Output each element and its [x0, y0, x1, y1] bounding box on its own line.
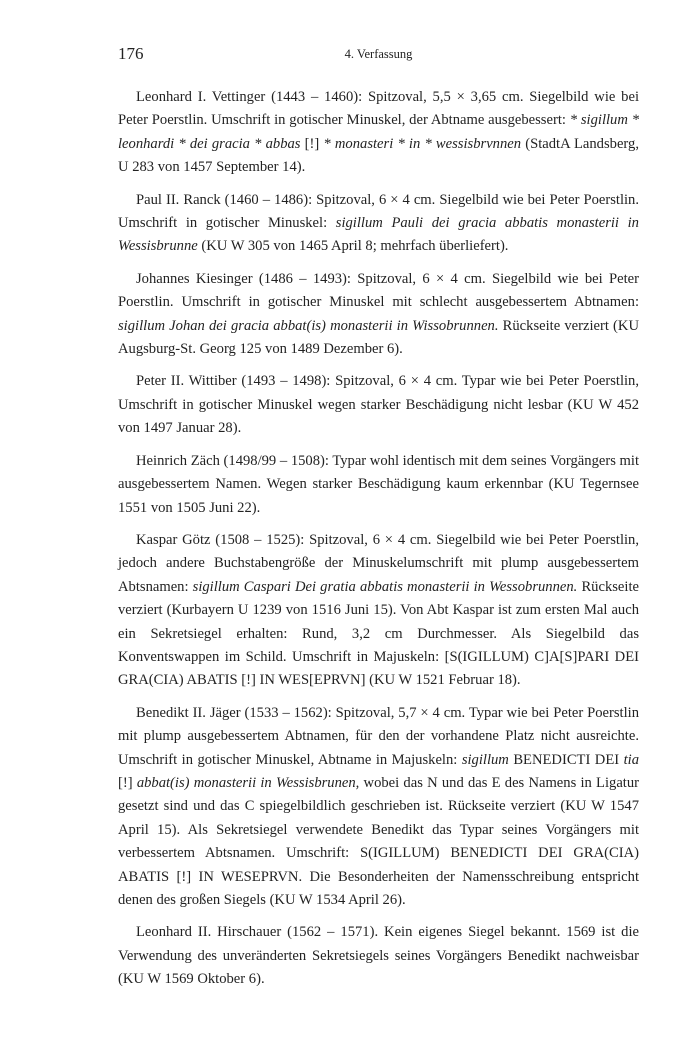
- abbot-seal-entry: [118, 702, 639, 913]
- inscription-text: sigillum Johan dei gracia abbat(is) monasterii in Wissobrunnen.: [118, 317, 499, 334]
- abbot-seal-entry: [118, 268, 639, 362]
- document-body: [118, 86, 639, 1001]
- entry-text: (StadtA Landsberg, U 283 von 1457 September 14).: [118, 135, 639, 176]
- inscription-text: sigillum: [461, 751, 509, 768]
- entry-text: Johannes Kiesinger (1486 – 1493): Spitzoval, 6 × 4 cm. Siegelbild wie bei Peter Poerstlin. Umschrift in gotischer Minuskel mit schlecht ausgebessertem Abtnamen:: [118, 270, 639, 311]
- entry-text: (KU W 305 von 1465 April 8; mehrfach überliefert).: [197, 238, 509, 255]
- abbot-seal-entry: [118, 921, 639, 991]
- inscription-text: * sigillum * leonhardi * dei gracia * abbas: [118, 112, 639, 152]
- inscription-text: * monasteri * in * wessisbrvnnen: [323, 135, 522, 152]
- page-header: [118, 44, 639, 68]
- entry-text: Rückseite verziert (Kurbayern U 1239 von 1516 Juni 15). Von Abt Kaspar ist zum ersten Mal auch ein Sekretsiegel erhalten: Rund, 3,2 cm Durchmesser. Als Siegelbild das Konventswappen im Schild. Umschrift in Majuskeln: [S(IGILLUM) C]A[S]PARI DEI GRA(CIA) ABATIS [!] IN WES[EPRVN] (KU W 1521 Februar 18).: [118, 578, 639, 689]
- entry-text: [!]: [300, 135, 324, 152]
- running-title: 4. Verfassung: [344, 47, 413, 61]
- entry-text: Leonhard II. Hirschauer (1562 – 1571). Kein eigenes Siegel bekannt. 1569 ist die Verwendung des unveränderten Sekretsiegels seines Vorgängers Benedikt nachweisbar (KU W 1569 Oktober 6).: [118, 924, 639, 988]
- abbot-seal-entry: [118, 86, 639, 180]
- entry-text: [!]: [118, 774, 137, 791]
- inscription-text: sigillum Pauli dei gracia abbatis monasterii in Wessisbrunne: [118, 215, 639, 255]
- entry-text: wobei das N und das E des Namens in Ligatur gesetzt sind und das C spiegelbildlich geschrieben ist. Rückseite verziert (KU W 1547 April 15). Als Sekretsiegel verwendete Benedikt das Typar seines Vorgängers mit verbessertem Abtsnamen. Umschrift: S(IGILLUM) BENEDICTI DEI GRA(CIA) ABATIS [!] IN WESEPRVN. Die Besonderheiten der Namensschreibung entspricht denen des großen Siegels (KU W 1534 April 26).: [118, 774, 640, 908]
- entry-text: Rückseite verziert (KU Augsburg-St. Georg 125 von 1489 Dezember 6).: [118, 317, 639, 358]
- entry-text: BENEDICTI DEI: [508, 751, 624, 768]
- entry-text: Peter II. Wittiber (1493 – 1498): Spitzoval, 6 × 4 cm. Typar wie bei Peter Poerstlin, Umschrift in gotischer Minuskel wegen starker Beschädigung nicht lesbar (KU W 452 von 1497 Januar 28).: [118, 373, 639, 437]
- abbot-seal-entry: [118, 529, 639, 693]
- abbot-seal-entry: [118, 370, 639, 440]
- inscription-text: sigillum Caspari Dei gratia abbatis monasterii in Wessobrunnen.: [192, 578, 578, 595]
- entry-text: Leonhard I. Vettinger (1443 – 1460): Spitzoval, 5,5 × 3,65 cm. Siegelbild wie bei Peter Poerstlin. Umschrift in gotischer Minuskel, der Abtname ausgebessert:: [118, 89, 639, 129]
- abbot-seal-entry: [118, 189, 639, 259]
- abbot-seal-entry: [118, 450, 639, 520]
- entry-text: Benedikt II. Jäger (1533 – 1562): Spitzoval, 5,7 × 4 cm. Typar wie bei Peter Poerstlin mit plump ausgebessertem Abtnamen, für den der vorhandene Platz nicht ausreichte. Umschrift in gotischer Minuskel, Abtname in Majuskeln:: [118, 704, 639, 768]
- entry-text: Heinrich Zäch (1498/99 – 1508): Typar wohl identisch mit dem seines Vorgängers mit ausgebessertem Namen. Wegen starker Beschädigung kaum erkennbar (KU Tegernsee 1551 von 1505 Juni 22).: [118, 452, 639, 516]
- inscription-text: tia: [623, 751, 639, 768]
- page-number: 176: [118, 44, 144, 63]
- inscription-text: abbat(is) monasterii in Wessisbrunen,: [136, 774, 360, 791]
- entry-text: Paul II. Ranck (1460 – 1486): Spitzoval, 6 × 4 cm. Siegelbild wie bei Peter Poerstlin. Umschrift in gotischer Minuskel:: [118, 191, 639, 232]
- entry-text: Kaspar Götz (1508 – 1525): Spitzoval, 6 × 4 cm. Siegelbild wie bei Peter Poerstlin, jedoch andere Buchstabengröße der Minuskelumschrift mit plump ausgebessertem Abtsnamen:: [118, 531, 639, 595]
